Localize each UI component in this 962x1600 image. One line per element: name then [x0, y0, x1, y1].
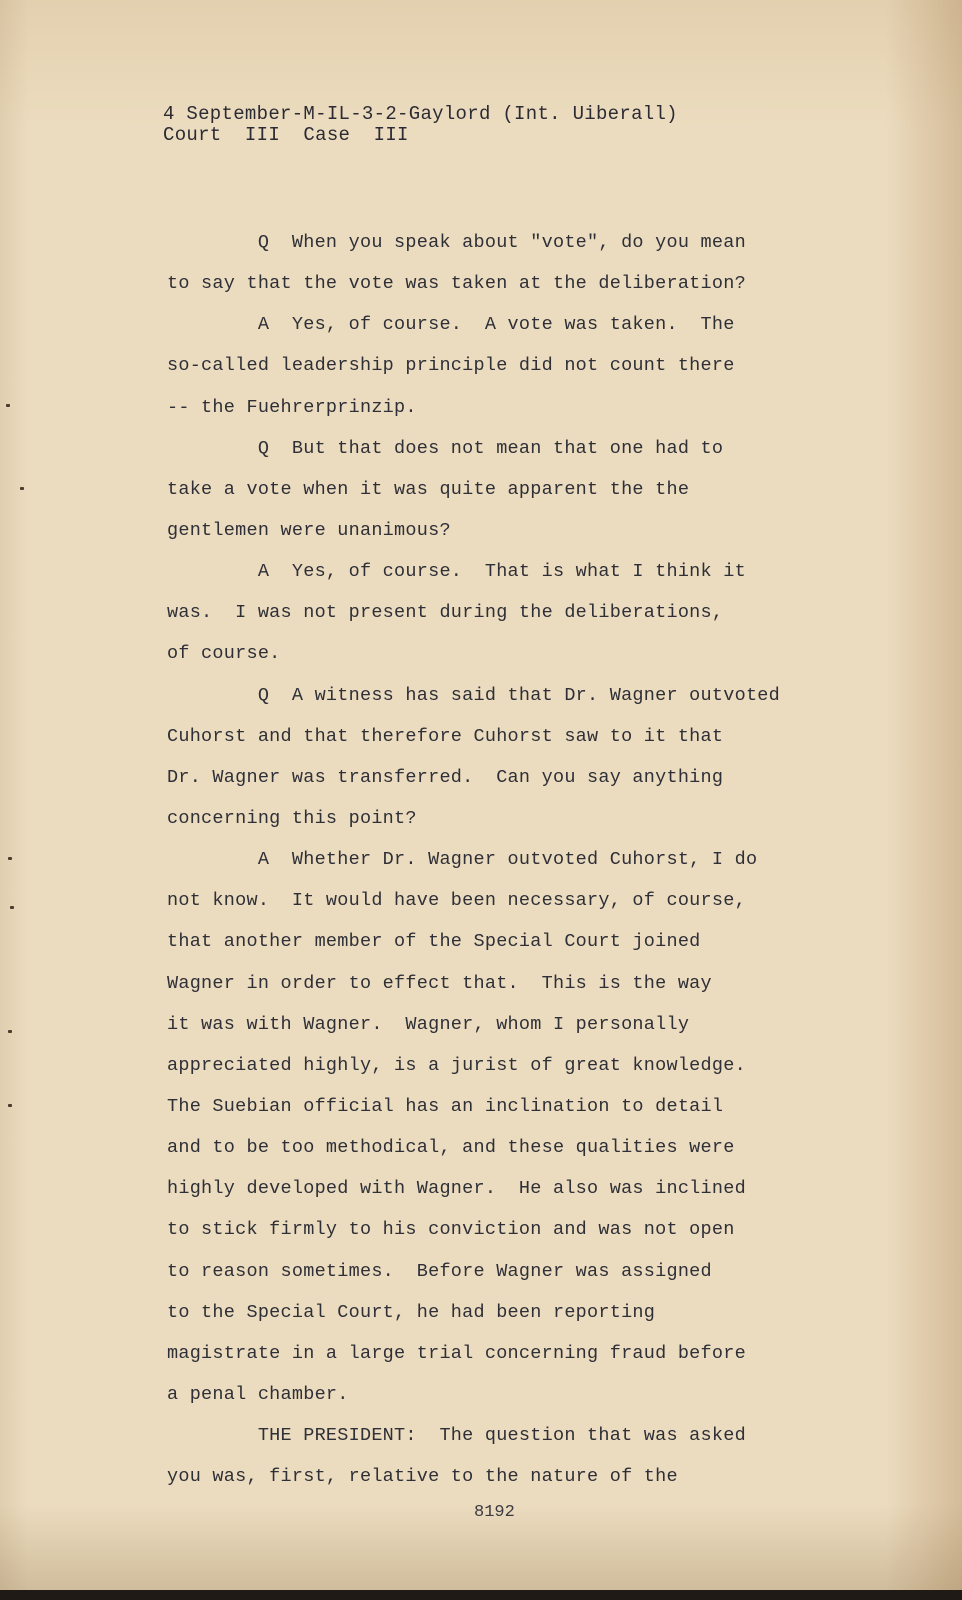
transcript-line: -- the Fuehrerprinzip. [167, 396, 417, 418]
transcript-line: Q But that does not mean that one had to [167, 437, 724, 459]
header-court-line: Court III Case III [163, 124, 409, 146]
transcript-line: gentlemen were unanimous? [167, 519, 451, 541]
transcript-body [167, 222, 827, 1497]
paper-speck [20, 487, 24, 490]
transcript-line: it was with Wagner. Wagner, whom I personally [167, 1013, 690, 1035]
transcript-line: concerning this point? [167, 807, 417, 829]
paper-speck [6, 404, 10, 407]
transcript-line: and to be too methodical, and these qualities were [167, 1137, 735, 1159]
transcript-line: Q When you speak about "vote", do you mean [167, 232, 746, 253]
transcript-line: to say that the vote was taken at the deliberation? [167, 273, 746, 295]
transcript-line: not know. It would have been necessary, of course, [167, 890, 746, 912]
transcript-line: A Yes, of course. A vote was taken. The [167, 314, 735, 336]
transcript-line: Wagner in order to effect that. This is the way [167, 972, 712, 994]
transcript-line: to stick firmly to his conviction and was not open [167, 1219, 735, 1241]
transcript-line: to the Special Court, he had been reporting [167, 1301, 656, 1323]
transcript-line: so-called leadership principle did not count there [167, 355, 735, 377]
transcript-line: you was, first, relative to the nature of the [167, 1466, 678, 1488]
document-header [163, 104, 678, 146]
transcript-line: to reason sometimes. Before Wagner was assigned [167, 1260, 712, 1282]
transcript-line: highly developed with Wagner. He also was inclined [167, 1178, 746, 1200]
page-number: 8192 [474, 1503, 515, 1522]
header-session-line: 4 September-M-IL-3-2-Gaylord (Int. Uiberall) [163, 103, 678, 125]
transcript-line: of course. [167, 643, 281, 665]
paper-speck [8, 1104, 12, 1107]
transcript-line: The Suebian official has an inclination to detail [167, 1095, 724, 1117]
transcript-line: a penal chamber. [167, 1383, 349, 1405]
transcript-line: THE PRESIDENT: The question that was asked [167, 1425, 746, 1447]
scan-bottom-edge [0, 1590, 962, 1600]
transcript-line: Q A witness has said that Dr. Wagner outvoted [167, 684, 780, 706]
transcript-line: that another member of the Special Court joined [167, 931, 701, 953]
transcript-line: A Whether Dr. Wagner outvoted Cuhorst, I do [167, 849, 758, 871]
paper-speck [10, 906, 14, 909]
transcript-line: Dr. Wagner was transferred. Can you say anything [167, 766, 724, 788]
transcript-line: take a vote when it was quite apparent the the [167, 478, 690, 500]
transcript-line: was. I was not present during the deliberations, [167, 602, 724, 624]
transcript-line: magistrate in a large trial concerning fraud before [167, 1342, 746, 1364]
transcript-line: A Yes, of course. That is what I think it [167, 561, 746, 583]
transcript-line: Cuhorst and that therefore Cuhorst saw to it that [167, 725, 724, 747]
transcript-line: appreciated highly, is a jurist of great knowledge. [167, 1054, 746, 1076]
paper-speck [8, 857, 12, 860]
paper-speck [8, 1030, 12, 1033]
